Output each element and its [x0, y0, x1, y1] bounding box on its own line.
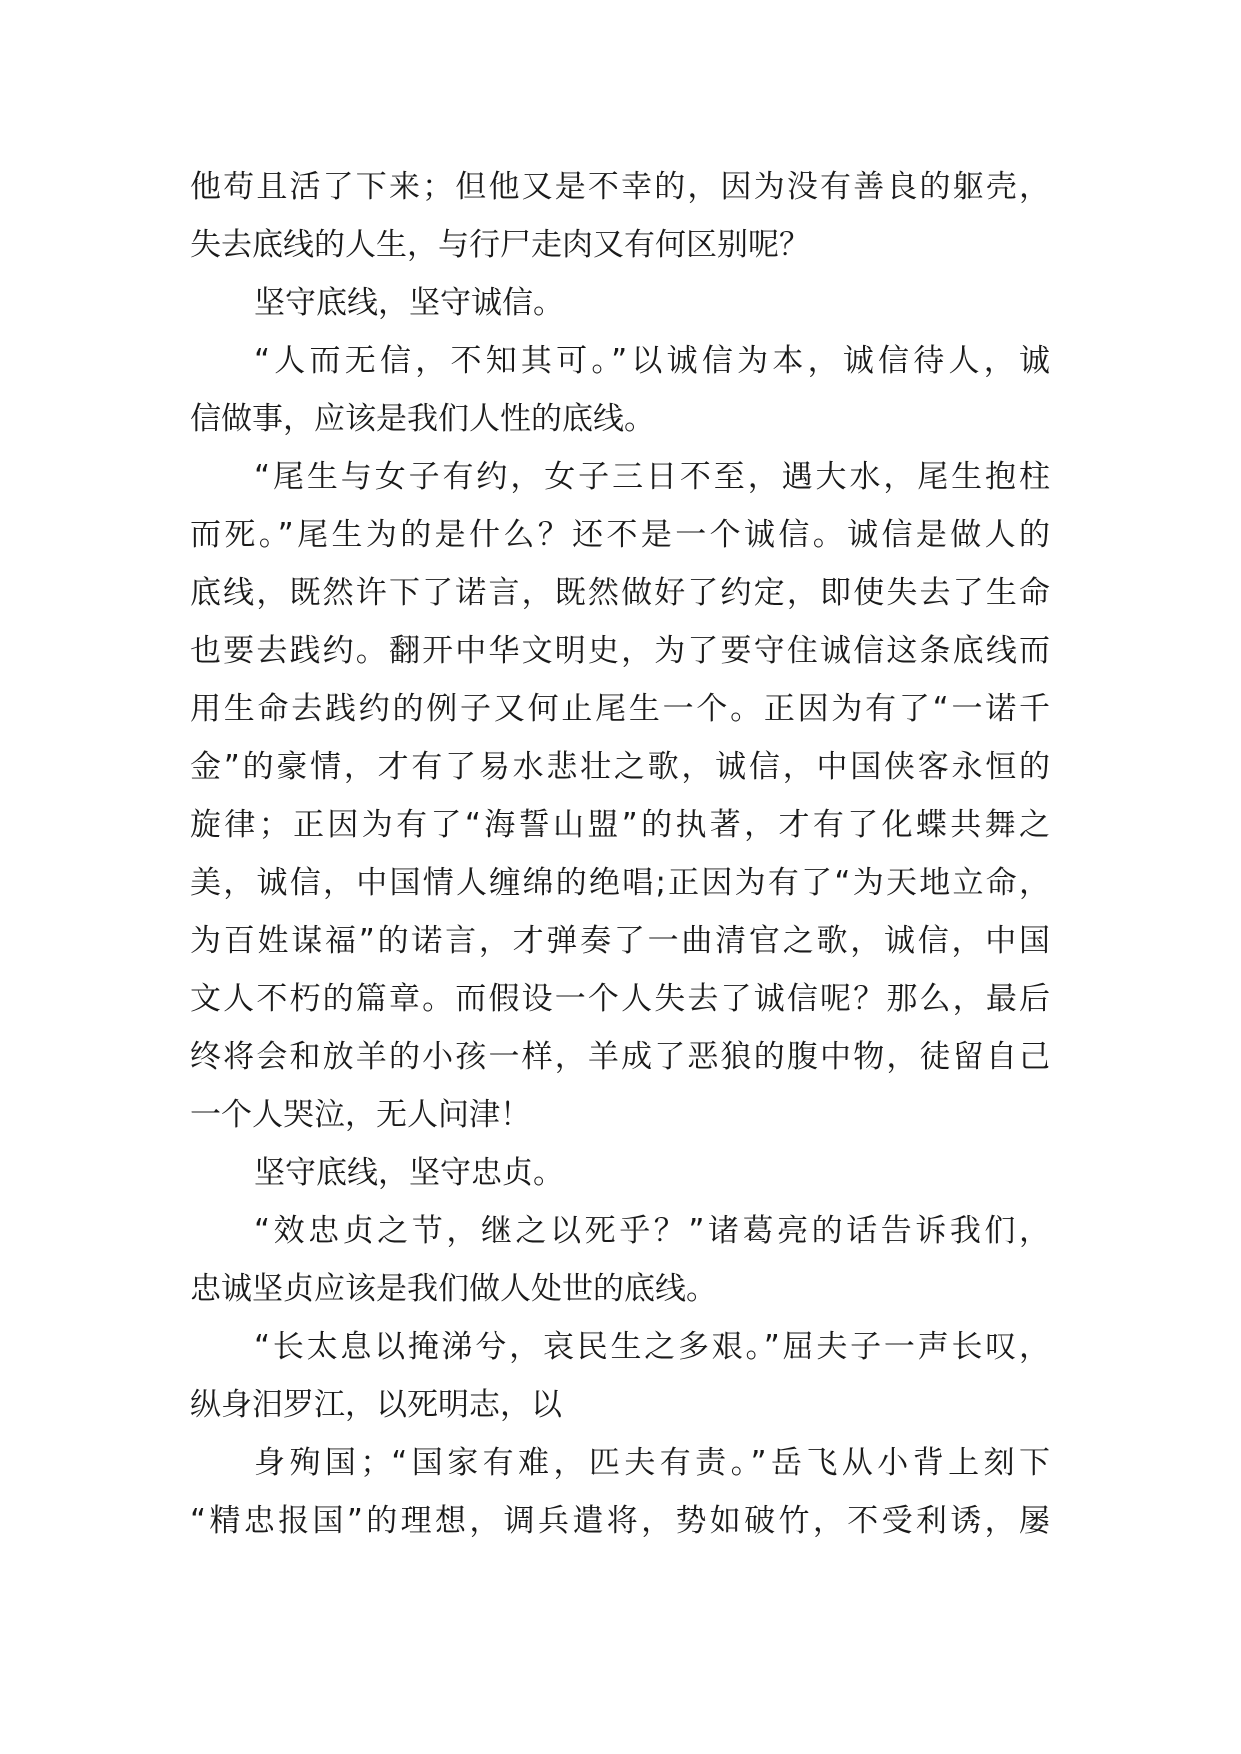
section-heading-loyalty: 坚守底线，坚守忠贞。	[254, 1155, 564, 1191]
text-line: 旋律；正因为有了“海誓山盟”的执著，才有了化蝶共舞之	[190, 807, 1050, 843]
text-line: “精忠报国”的理想，调兵遣将，势如破竹，不受利诱，屡	[190, 1503, 1050, 1539]
document-body	[190, 158, 1050, 1550]
text-line: 失去底线的人生，与行尸走肉又有何区别呢？	[190, 227, 810, 263]
text-line: 忠诚坚贞应该是我们做人处世的底线。	[190, 1271, 717, 1307]
text-line: 而死。”尾生为的是什么？还不是一个诚信。诚信是做人的	[190, 517, 1050, 553]
text-line: 终将会和放羊的小孩一样，羊成了恶狼的腹中物，徒留自己	[190, 1039, 1050, 1075]
text-line: 金”的豪情，才有了易水悲壮之歌，诚信，中国侠客永恒的	[190, 749, 1050, 785]
text-line: 身殉国；“国家有难，匹夫有责。”岳飞从小背上刻下	[254, 1445, 1050, 1481]
text-line: 为百姓谋福”的诺言，才弹奏了一曲清官之歌，诚信，中国	[190, 923, 1050, 959]
text-line: 信做事，应该是我们人性的底线。	[190, 401, 655, 437]
text-line: 底线，既然许下了诺言，既然做好了约定，即使失去了生命	[190, 575, 1050, 611]
text-line: 美，诚信，中国情人缠绵的绝唱;正因为有了“为天地立命，	[190, 865, 1050, 901]
text-line: 用生命去践约的例子又何止尾生一个。正因为有了“一诺千	[190, 691, 1050, 727]
text-line: “尾生与女子有约，女子三日不至，遇大水，尾生抱柱	[254, 459, 1050, 495]
text-line: “效忠贞之节，继之以死乎？”诸葛亮的话告诉我们，	[254, 1213, 1050, 1249]
section-heading-integrity: 坚守底线，坚守诚信。	[254, 285, 564, 321]
text-line: 一个人哭泣，无人问津！	[190, 1097, 531, 1133]
text-line: 也要去践约。翻开中华文明史，为了要守住诚信这条底线而	[190, 633, 1050, 669]
text-line: 文人不朽的篇章。而假设一个人失去了诚信呢？那么，最后	[190, 981, 1050, 1017]
text-line: “人而无信，不知其可。”以诚信为本，诚信待人，诚	[254, 343, 1050, 379]
text-line: “长太息以掩涕兮，哀民生之多艰。”屈夫子一声长叹，	[254, 1329, 1050, 1365]
text-line: 他苟且活了下来；但他又是不幸的，因为没有善良的躯壳，	[190, 169, 1050, 205]
text-line: 纵身汨罗江，以死明志，以	[190, 1387, 562, 1423]
